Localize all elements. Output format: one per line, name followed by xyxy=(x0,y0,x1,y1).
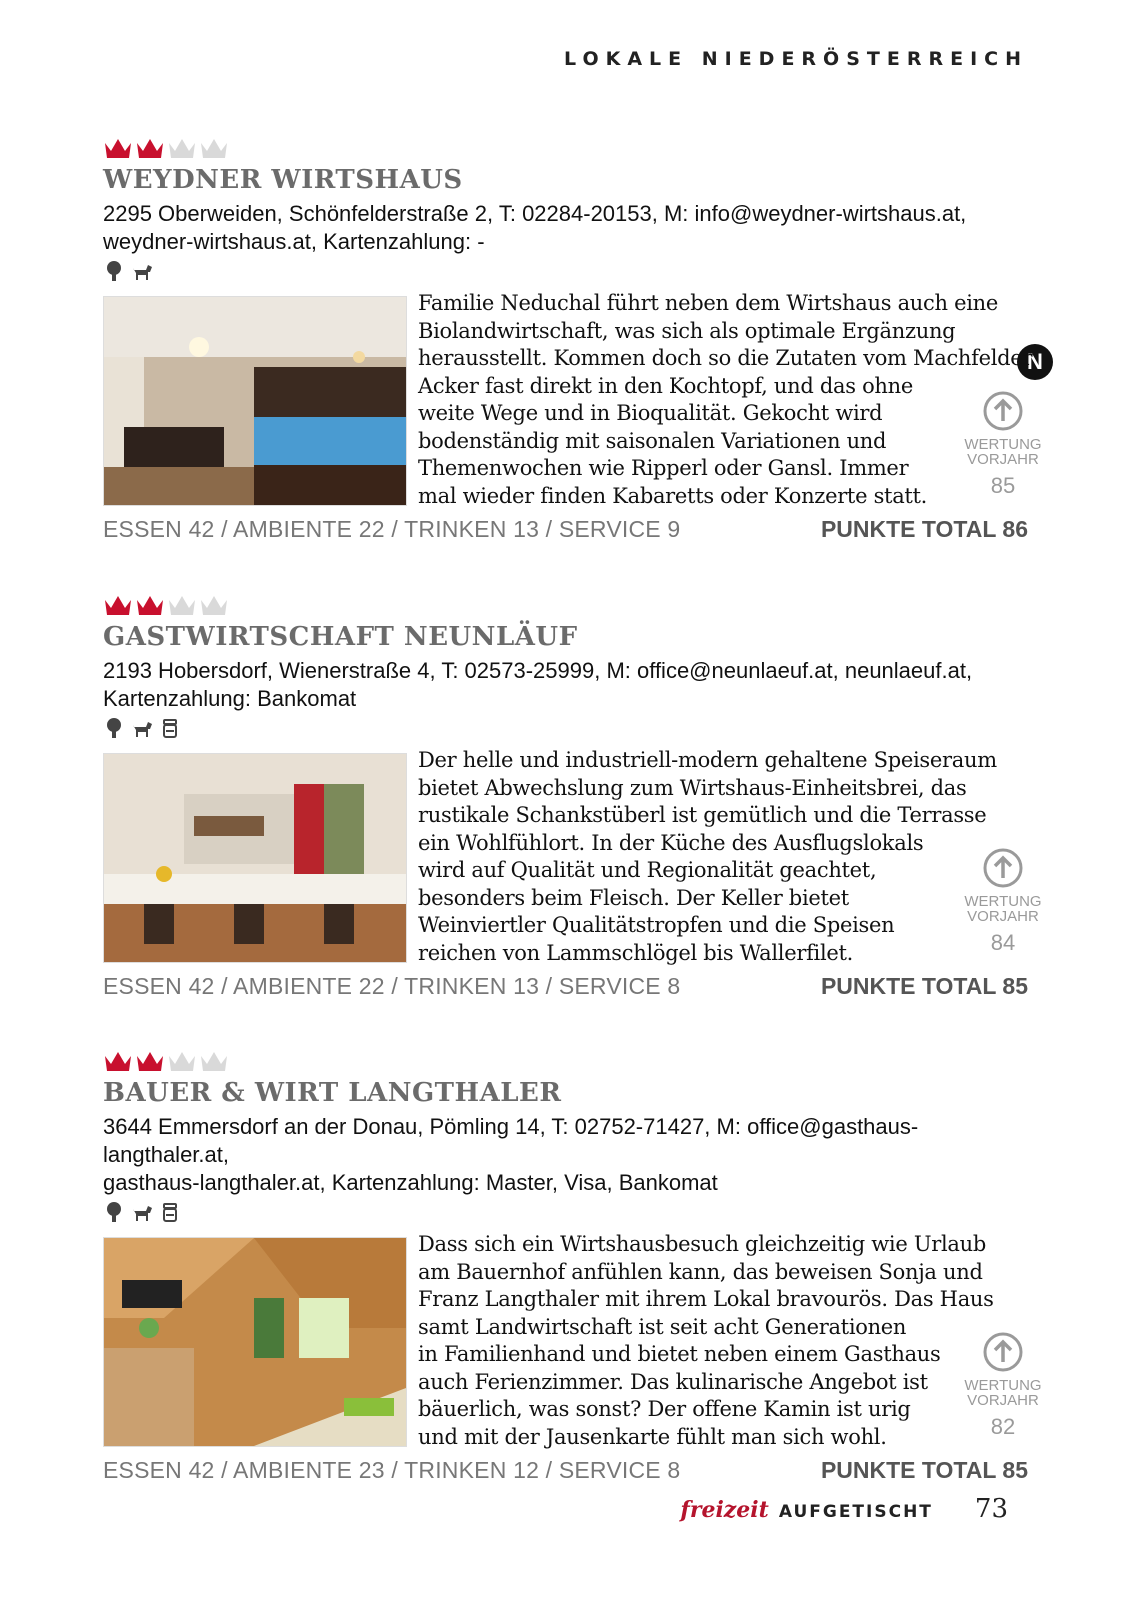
description-line: bäuerlich, was sonst? Der offene Kamin ist urig xyxy=(418,1397,911,1421)
crown-icon xyxy=(199,593,229,617)
score-row xyxy=(103,973,1028,1003)
description-line: weite Wege und in Bioqualität. Gekocht wird xyxy=(418,401,883,425)
arrow-up-icon xyxy=(982,1331,1024,1373)
description-line: rustikale Schankstüberl ist gemütlich und die Terrasse xyxy=(418,803,987,827)
vorjahr-label: VORJAHR xyxy=(967,451,1039,468)
category-scores: ESSEN 42 / AMBIENTE 22 / TRINKEN 13 / SERVICE 8 xyxy=(103,973,681,999)
wertung-label: WERTUNG xyxy=(964,893,1042,910)
description-line: und mit der Jausenkarte fühlt man sich wohl. xyxy=(418,1424,887,1449)
wertung-label: WERTUNG xyxy=(964,1377,1042,1394)
description xyxy=(418,290,1033,510)
entry-body xyxy=(103,290,1042,508)
amenity-icons xyxy=(103,258,1028,284)
previous-score: 85 xyxy=(990,473,1016,498)
crown-icon xyxy=(103,1049,133,1073)
address xyxy=(103,200,1028,256)
arrow-up-icon xyxy=(982,847,1024,889)
description-line: Franz Langthaler mit ihrem Lokal bravourös. Das Haus xyxy=(418,1287,994,1311)
amenity-icons xyxy=(103,1199,1028,1225)
description-line: Biolandwirtschaft, was sich als optimale Ergänzung xyxy=(418,318,956,343)
jar-icon xyxy=(159,717,181,739)
total-score: PUNKTE TOTAL 85 xyxy=(820,973,1028,999)
entry-body xyxy=(103,747,1042,965)
new-badge: N xyxy=(1017,344,1053,380)
description-line: Acker fast direkt in den Kochtopf, und das ohne xyxy=(418,373,913,398)
description-line: auch Ferienzimmer. Das kulinarische Angebot ist xyxy=(418,1369,928,1394)
address xyxy=(103,657,1028,713)
page-number: 73 xyxy=(974,1494,1008,1524)
restaurant-entry xyxy=(103,136,1042,546)
description-line: Weinviertler Qualitätstropfen und die Speisen xyxy=(418,913,895,937)
amenity-icons xyxy=(103,715,1028,741)
score-row xyxy=(103,516,1028,546)
category-scores: ESSEN 42 / AMBIENTE 22 / TRINKEN 13 / SERVICE 9 xyxy=(103,516,681,542)
crown-rating xyxy=(103,593,1028,617)
total-score: PUNKTE TOTAL 85 xyxy=(820,1457,1028,1483)
jar-icon xyxy=(159,1201,181,1223)
description-line: bodenständig mit saisonalen Variationen und xyxy=(418,428,887,453)
description-line: am Bauernhof anfühlen kann, das beweisen Sonja und xyxy=(418,1259,983,1284)
crown-icon xyxy=(135,593,165,617)
total-score: PUNKTE TOTAL 86 xyxy=(820,516,1028,542)
address-line: Kartenzahlung: Bankomat xyxy=(103,686,357,711)
crown-rating xyxy=(103,1049,1028,1073)
tree-icon xyxy=(103,1201,125,1223)
crown-icon xyxy=(103,593,133,617)
address-line: 2193 Hobersdorf, Wienerstraße 4, T: 02573-25999, M: office@neunlaeuf.at, neunlaeuf.at, xyxy=(103,658,973,683)
crown-icon xyxy=(167,136,197,160)
entry-body xyxy=(103,1231,1042,1449)
crown-icon xyxy=(135,136,165,160)
description-line: Themenwochen wie Ripperl oder Gansl. Immer xyxy=(418,456,909,480)
crown-icon xyxy=(199,1049,229,1073)
description-line: reichen von Lammschlögel bis Wallerfilet. xyxy=(418,940,854,965)
tree-icon xyxy=(103,260,125,282)
wertung-label: WERTUNG xyxy=(964,436,1042,453)
previous-score: 84 xyxy=(990,930,1016,955)
crown-icon xyxy=(199,136,229,160)
restaurant-photo xyxy=(103,753,407,963)
description-line: Familie Neduchal führt neben dem Wirtshaus auch eine xyxy=(418,291,998,315)
vorjahr-label: VORJAHR xyxy=(967,908,1039,925)
restaurant-name: GASTWIRTSCHAFT NEUNLÄUF xyxy=(103,622,578,652)
section-header: LOKALE NIEDERÖSTERREICH xyxy=(564,48,1028,70)
previous-rating xyxy=(963,847,1043,956)
description-line: bietet Abwechslung zum Wirtshaus-Einheitsbrei, das xyxy=(418,775,967,800)
description-line: samt Landwirtschaft ist seit acht Generationen xyxy=(418,1314,907,1339)
dog-icon xyxy=(131,1201,153,1223)
crown-icon xyxy=(103,136,133,160)
address-line: 2295 Oberweiden, Schönfelderstraße 2, T: 02284-20153, M: info@weydner-wirtshaus.at, xyxy=(103,201,967,226)
previous-rating xyxy=(963,1331,1043,1440)
restaurant-photo xyxy=(103,296,407,506)
dog-icon xyxy=(131,717,153,739)
description-line: Dass sich ein Wirtshausbesuch gleichzeitig wie Urlaub xyxy=(418,1232,986,1256)
restaurant-entry xyxy=(103,593,1042,1003)
crown-icon xyxy=(167,1049,197,1073)
description-line: besonders beim Fleisch. Der Keller bietet xyxy=(418,885,849,910)
tree-icon xyxy=(103,717,125,739)
previous-score: 82 xyxy=(990,1414,1016,1439)
crown-icon xyxy=(167,593,197,617)
address-line: 3644 Emmersdorf an der Donau, Pömling 14, T: 02752-71427, M: office@gasthaus-langthaler.at, xyxy=(103,1114,919,1167)
description xyxy=(418,747,1028,967)
address xyxy=(103,1113,1028,1197)
brand-logo: freizeit xyxy=(680,1497,769,1523)
page-footer xyxy=(680,1494,1008,1524)
description-line: herausstellt. Kommen doch so die Zutaten vom Machfelder xyxy=(418,346,1033,370)
footer-section: AUFGETISCHT xyxy=(778,1502,933,1522)
description-line: ein Wohlfühlort. In der Küche des Ausflugslokals xyxy=(418,830,924,855)
category-scores: ESSEN 42 / AMBIENTE 23 / TRINKEN 12 / SERVICE 8 xyxy=(103,1457,681,1483)
description-line: wird auf Qualität und Regionalität geachtet, xyxy=(418,858,877,882)
address-line: gasthaus-langthaler.at, Kartenzahlung: Master, Visa, Bankomat xyxy=(103,1170,718,1195)
vorjahr-label: VORJAHR xyxy=(967,1392,1039,1409)
description xyxy=(418,1231,1028,1451)
restaurant-photo xyxy=(103,1237,407,1447)
restaurant-name: BAUER & WIRT LANGTHALER xyxy=(103,1078,562,1108)
crown-icon xyxy=(135,1049,165,1073)
restaurant-name: WEYDNER WIRTSHAUS xyxy=(103,165,463,195)
previous-rating xyxy=(963,390,1043,499)
description-line: mal wieder finden Kabaretts oder Konzerte statt. xyxy=(418,483,928,508)
description-line: in Familienhand und bietet neben einem Gasthaus xyxy=(418,1342,941,1366)
arrow-up-icon xyxy=(982,390,1024,432)
address-line: weydner-wirtshaus.at, Kartenzahlung: - xyxy=(103,229,485,254)
dog-icon xyxy=(131,260,153,282)
description-line: Der helle und industriell-modern gehaltene Speiseraum xyxy=(418,748,997,772)
score-row xyxy=(103,1457,1028,1487)
crown-rating xyxy=(103,136,1028,160)
restaurant-entry xyxy=(103,1049,1042,1487)
